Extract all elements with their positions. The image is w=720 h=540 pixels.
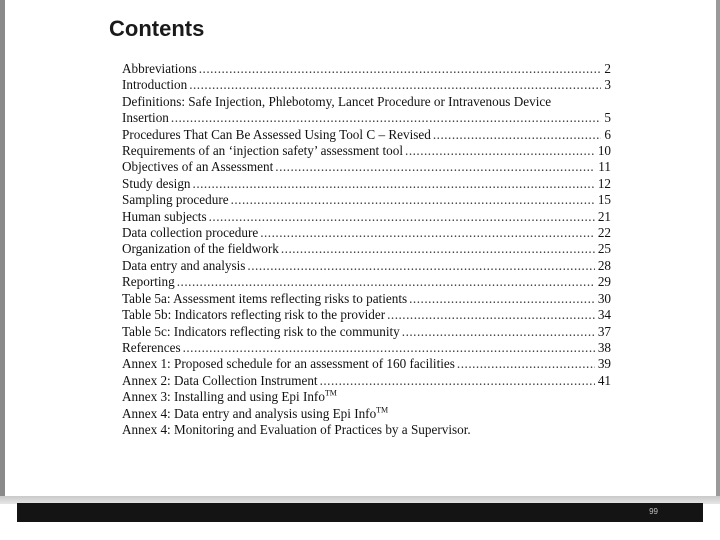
- toc-entry-page: 15: [597, 192, 611, 208]
- toc-entry-page: 39: [597, 356, 611, 372]
- toc-entry-label: Table 5c: Indicators reflecting risk to the community: [122, 323, 400, 339]
- dot-leader: [275, 159, 595, 175]
- page-title: Contents: [109, 16, 205, 41]
- dot-leader: [247, 258, 594, 274]
- toc-entry-label: Introduction: [122, 77, 188, 93]
- dot-leader: [171, 110, 602, 126]
- toc-entry-page: 11: [598, 159, 611, 175]
- right-border: [716, 0, 720, 496]
- dot-leader: [433, 127, 602, 143]
- trademark-sup: TM: [376, 405, 389, 415]
- toc-entry-abbreviations: [122, 61, 611, 77]
- toc-entry-page: 28: [597, 257, 611, 273]
- toc-entry-table-5b: [122, 307, 611, 323]
- toc-entry-data-collection: [122, 225, 611, 241]
- toc-entry-procedures: [122, 127, 611, 143]
- toc-entry-page: 30: [597, 290, 611, 306]
- toc-entry-page: 29: [597, 274, 611, 290]
- toc-entry-label: Insertion: [122, 110, 169, 126]
- toc-entry-annex-4-monitoring: [122, 422, 611, 438]
- toc-entry-page: 34: [597, 307, 611, 323]
- dot-leader: [387, 307, 595, 323]
- toc-entry-label: Human subjects: [122, 208, 207, 224]
- left-border: [0, 0, 5, 496]
- toc-entry-label: Data collection procedure: [122, 225, 259, 241]
- toc-entry-label-line1: Definitions: Safe Injection, Phlebotomy, Lancet Procedure or Intravenous Device: [122, 93, 552, 109]
- toc-entry-label: Organization of the fieldwork: [122, 241, 279, 257]
- dot-leader: [209, 209, 595, 225]
- toc-entry-annex-2: [122, 373, 611, 389]
- dot-leader: [199, 61, 602, 77]
- toc-entry-label: Reporting: [122, 274, 175, 290]
- toc-entry-reporting: [122, 274, 611, 290]
- toc-entry-data-entry: [122, 258, 611, 274]
- toc-entry-label: References: [122, 339, 181, 355]
- footer-bar: [17, 503, 703, 522]
- toc-entry-label: Annex 4: Data entry and analysis using Epi Info: [122, 405, 377, 421]
- dot-leader: [193, 176, 595, 192]
- slide-number: 99: [649, 507, 658, 516]
- dot-leader: [457, 356, 595, 372]
- toc-entry-label: Procedures That Can Be Assessed Using Tool C – Revised: [122, 126, 431, 142]
- toc-entry-page: 38: [597, 339, 611, 355]
- toc-entry-label: Annex 4: Monitoring and Evaluation of Practices by a Supervisor.: [122, 421, 471, 437]
- toc-entry-page: 22: [597, 225, 611, 241]
- toc-entry-page: 10: [597, 143, 611, 159]
- dot-leader: [231, 192, 595, 208]
- toc-entry-label: Sampling procedure: [122, 192, 229, 208]
- toc-entry-table-5c: [122, 324, 611, 340]
- toc-entry-annex-1: [122, 356, 611, 372]
- dot-leader: [189, 77, 601, 93]
- dot-leader: [177, 274, 595, 290]
- toc-entry-page: 12: [597, 175, 611, 191]
- toc-entry-introduction: [122, 77, 611, 93]
- dot-leader: [402, 324, 595, 340]
- toc-entry-annex-4-data: [122, 406, 611, 422]
- toc-entry-references: [122, 340, 611, 356]
- toc-entry-annex-3: [122, 389, 611, 405]
- toc-entry-page: 37: [597, 323, 611, 339]
- dot-leader: [281, 241, 595, 257]
- toc-entry-fieldwork: [122, 241, 611, 257]
- table-of-contents: [122, 61, 611, 438]
- toc-entry-label: Annex 3: Installing and using Epi Info: [122, 389, 325, 405]
- toc-entry-label: Annex 1: Proposed schedule for an assessment of 160 facilities: [122, 356, 455, 372]
- toc-entry-label: Study design: [122, 175, 191, 191]
- toc-entry-requirements: [122, 143, 611, 159]
- dot-leader: [405, 143, 595, 159]
- trademark-sup: TM: [324, 388, 337, 398]
- toc-entry-page: 2: [604, 61, 611, 76]
- toc-entry-label: Annex 2: Data Collection Instrument: [122, 372, 318, 388]
- toc-entry-label: Table 5a: Assessment items reflecting risks to patients: [122, 290, 408, 306]
- toc-entry-page: 25: [597, 241, 611, 257]
- toc-entry-label: Requirements of an ‘injection safety’ assessment tool: [122, 143, 404, 159]
- dot-leader: [409, 291, 595, 307]
- toc-entry-page: 3: [604, 77, 611, 93]
- toc-entry-page: 5: [604, 110, 611, 126]
- toc-entry-page: 41: [597, 372, 611, 388]
- toc-entry-label: Objectives of an Assessment: [122, 159, 274, 175]
- dot-leader: [260, 225, 595, 241]
- dot-leader: [183, 340, 595, 356]
- toc-entry-objectives: [122, 159, 611, 175]
- toc-entry-human-subjects: [122, 209, 611, 225]
- toc-entry-label: Abbreviations: [122, 61, 197, 76]
- dot-leader: [320, 373, 595, 389]
- toc-entry-page: 21: [597, 208, 611, 224]
- toc-entry-definitions: [122, 94, 611, 127]
- toc-entry-label: Data entry and analysis: [122, 257, 246, 273]
- toc-entry-sampling: [122, 192, 611, 208]
- toc-entry-page: 6: [604, 126, 611, 142]
- toc-entry-label: Table 5b: Indicators reflecting risk to the provider: [122, 307, 386, 323]
- toc-entry-table-5a: [122, 291, 611, 307]
- toc-entry-study-design: [122, 176, 611, 192]
